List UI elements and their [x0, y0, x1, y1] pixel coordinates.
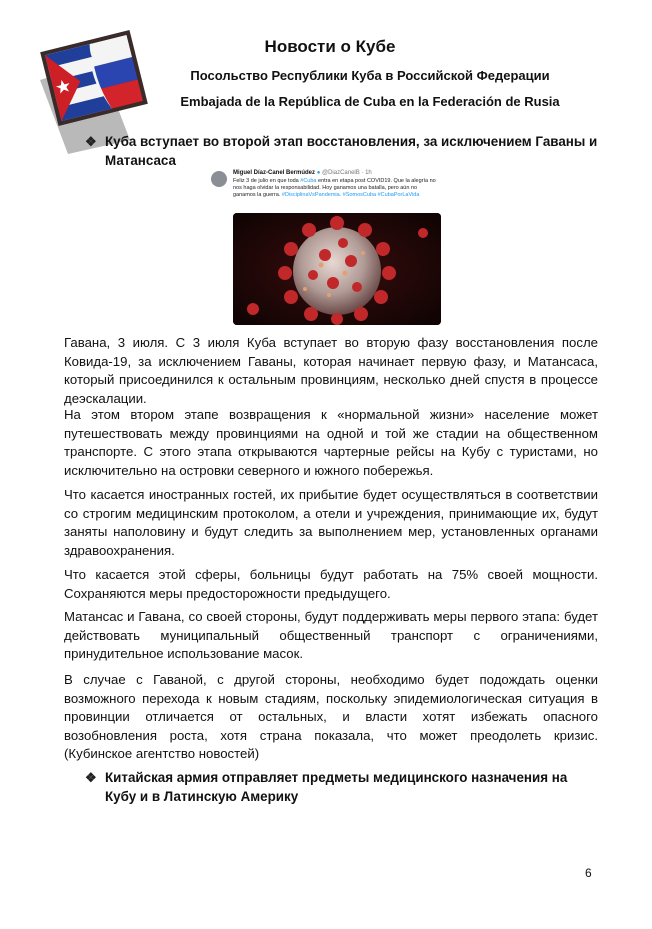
coronavirus-image: [233, 213, 441, 325]
coronavirus-illustration-icon: [233, 213, 441, 325]
article-paragraph: Что касается иностранных гостей, их прибытие будет осуществляться в соответствии со строгим медицинским протоколом, а отели и учреждения, принимающие их, будут заняты наполовину и будут следить за выполнением мер, установленных органами здравоохранения.: [64, 487, 598, 558]
page-title: Новости о Кубе: [264, 37, 396, 56]
avatar: [211, 171, 227, 187]
diamond-bullet-icon: ❖: [85, 134, 97, 149]
article-paragraph: В случае с Гаваной, с другой стороны, необходимо будет подождать оценки возможного перехода к новым стадиям, поскольку эпидемиологическая ситуация в провинции отличается от остальных, и власти хотят избежать опасного возобновления роста, хотя страна показала, что может преодолеть кризис. (Кубинское агентство новостей): [64, 672, 598, 761]
article-paragraph: Гавана, 3 июля. С 3 июля Куба вступает во вторую фазу восстановления после Ковида-19, за исключением Гаваны, которая начинает первую фазу, и Матансаса, который присоединился к остальным провинциям, несколько дней спустя в процессе деэскалации.: [64, 335, 598, 406]
tweet-screenshot: [205, 167, 447, 327]
embassy-name-es: Embajada de la República de Cuba en la Federación de Rusia: [180, 94, 560, 109]
hashtag: #DisciplinaVsPandemia. #SomosCuba #CubaPorLaVida: [281, 192, 420, 198]
tweet-header: [233, 170, 372, 176]
hashtag: #Cuba: [300, 178, 317, 184]
article-headline-text: Китайская армия отправляет предметы медицинского назначения на Кубу и в Латинскую Америку: [105, 770, 568, 804]
article-headline: [85, 768, 585, 806]
article-paragraph: Матансас и Гавана, со своей стороны, будут поддерживать меры первого этапа: будет действовать муниципальный общественный транспорт с ограничениями, принудительное использование масок.: [64, 609, 598, 661]
article-headline-text: Куба вступает во второй этап восстановления, за исключением Гаваны и Матансаса: [105, 134, 598, 168]
verified-badge-icon: ●: [316, 170, 321, 176]
article-headline: [85, 132, 605, 170]
embassy-name-ru: Посольство Республики Куба в Российской Федерации: [190, 68, 550, 83]
diamond-bullet-icon: ❖: [85, 770, 97, 785]
article-paragraph: Что касается этой сферы, больницы будут работать на 75% своей мощности. Сохраняются меры предосторожности предыдущего.: [64, 567, 598, 601]
tweet-handle: @DiazCanelB · 1h: [321, 170, 372, 176]
article-paragraph: На этом втором этапе возвращения к «нормальной жизни» население может путешествовать между провинциями на одной и той же стадии на общественном транспорте. С этого этапа открываются чартерные рейсы на Кубу с туристами, но исключительно на островки северного и южного побережья.: [64, 407, 598, 478]
page-number: 6: [585, 866, 592, 880]
tweet-author: Miguel Díaz-Canel Bermúdez: [233, 170, 316, 176]
tweet-text: Feliz 3 de julio en que toda #Cuba entra en etapa post COVID19. Que la alegría no nos haga olvidar la responsabilidad. Hoy ganamos una batalla, pero aún no ganamos la guerra. #DisciplinaVsPandemia. #SomosCuba #CubaPorLaVida: [233, 178, 436, 198]
